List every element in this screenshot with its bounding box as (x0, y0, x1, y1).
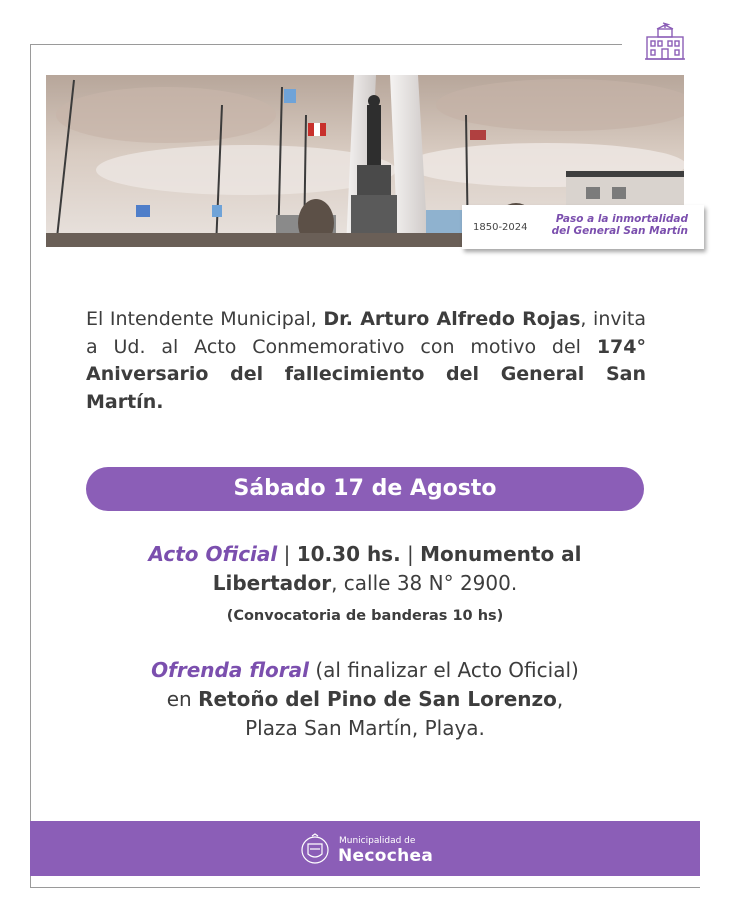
frame-top-line (30, 44, 622, 45)
frame-left-line (30, 44, 31, 887)
anniversary-caption (462, 205, 704, 249)
anniversary-text: 174° Aniversario del fallecimiento del General San Martín. (86, 335, 646, 413)
ofrenda-place: Retoño del Pino de San Lorenzo (198, 687, 557, 711)
invitation-text (86, 306, 646, 416)
ofrenda-block (86, 656, 644, 743)
necochea-crest-icon (298, 832, 332, 866)
acto-separator-2: | (400, 542, 421, 566)
caption-title-line1: Paso a la inmortalidad (555, 213, 688, 225)
caption-title (538, 213, 688, 237)
caption-title-line2: del General San Martín (551, 225, 688, 237)
frame-bottom-line (30, 887, 700, 888)
ofrenda-en: en (166, 687, 199, 711)
ofrenda-detail: (al finalizar el Acto Oficial) (309, 658, 579, 682)
acto-address: , calle 38 N° 2900. (331, 571, 518, 595)
footer-subtitle: Municipalidad de (339, 836, 416, 846)
ofrenda-label: Ofrenda floral (151, 658, 310, 682)
acto-time: 10.30 hs. (296, 542, 401, 566)
acto-label: Acto Oficial (148, 542, 278, 566)
acto-oficial-block (86, 540, 644, 598)
acto-separator-1: | (277, 542, 297, 566)
date-banner: Sábado 17 de Agosto (86, 467, 644, 511)
municipal-building-icon (643, 20, 687, 64)
intro-text-2: , invita a Ud. al Acto Conmemorativo con motivo del (86, 308, 646, 358)
mayor-name: Dr. Arturo Alfredo Rojas (323, 308, 581, 330)
footer-municipality-name: Necochea (338, 846, 434, 866)
caption-years: 1850-2024 (473, 222, 528, 233)
acto-place: Monumento al Libertador (212, 542, 582, 595)
flags-note: (Convocatoria de banderas 10 hs) (226, 608, 504, 624)
intro-text-1: El Intendente Municipal, (86, 308, 324, 330)
ofrenda-location: Plaza San Martín, Playa. (245, 716, 485, 740)
ofrenda-comma: , (556, 687, 564, 711)
